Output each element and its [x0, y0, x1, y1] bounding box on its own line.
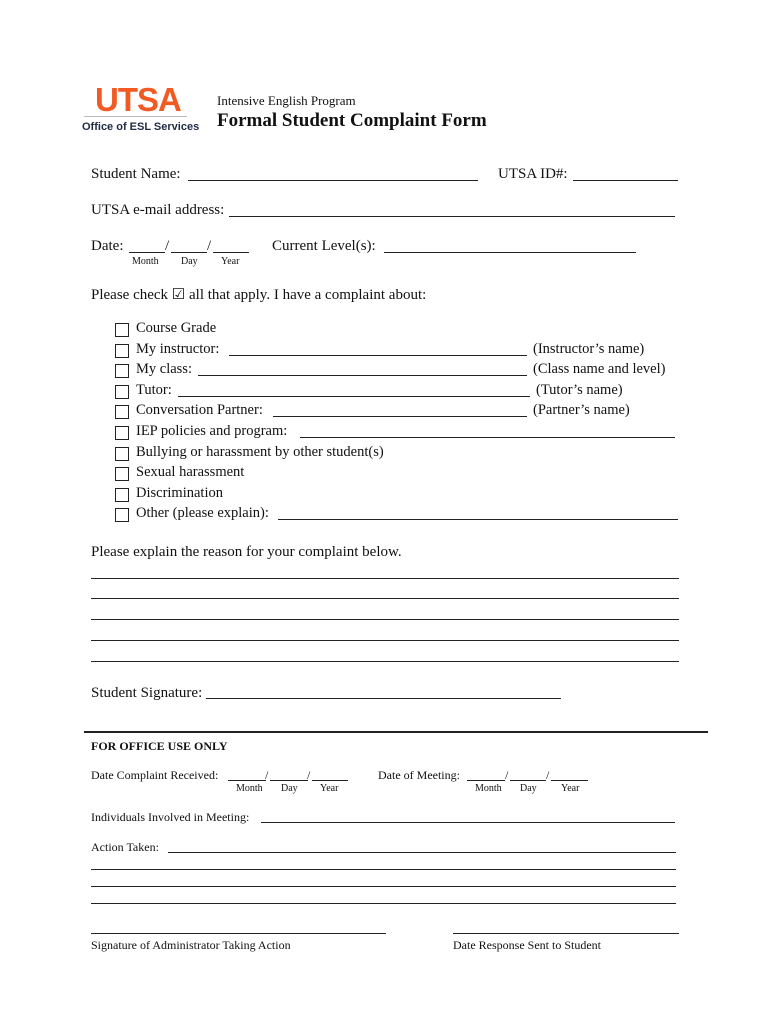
discrimination-label: Discrimination	[136, 485, 223, 501]
instructor-hint: (Instructor’s name)	[533, 341, 645, 357]
checkbox-other[interactable]	[115, 508, 129, 522]
meeting-month-field[interactable]	[467, 780, 505, 781]
checkbox-iep-policies[interactable]	[115, 426, 129, 440]
checkbox-course-grade[interactable]	[115, 323, 129, 337]
logo-divider	[84, 116, 187, 118]
current-level-field[interactable]	[384, 252, 636, 253]
received-year-caption: Year	[320, 783, 339, 794]
date-day-caption: Day	[181, 256, 198, 267]
sexual-harassment-label: Sexual harassment	[136, 464, 245, 480]
date-year-field[interactable]	[213, 252, 249, 253]
explain-line-3[interactable]	[91, 619, 679, 620]
meeting-year-field[interactable]	[551, 780, 588, 781]
logo-subtitle: Office of ESL Services	[82, 121, 200, 133]
checkbox-bullying[interactable]	[115, 447, 129, 461]
utsa-id-field[interactable]	[573, 180, 678, 181]
program-name: Intensive English Program	[217, 93, 356, 108]
admin-signature-label: Signature of Administrator Taking Action	[91, 938, 291, 952]
received-day-caption: Day	[281, 783, 298, 794]
meeting-day-field[interactable]	[510, 780, 546, 781]
instructor-name-field[interactable]	[229, 355, 527, 356]
explain-line-1[interactable]	[91, 578, 679, 579]
action-taken-label: Action Taken:	[91, 840, 159, 854]
tutor-name-field[interactable]	[178, 396, 530, 397]
partner-hint: (Partner’s name)	[533, 402, 630, 418]
meeting-year-caption: Year	[561, 783, 580, 794]
utsa-logo: UTSA	[95, 81, 181, 118]
action-line-2[interactable]	[91, 869, 676, 870]
response-date-field[interactable]	[453, 933, 679, 934]
response-date-label: Date Response Sent to Student	[453, 938, 601, 952]
action-line-1[interactable]	[168, 852, 676, 853]
date-separator: /	[165, 238, 170, 254]
utsa-id-label: UTSA ID#:	[498, 166, 568, 182]
student-name-field[interactable]	[188, 180, 478, 181]
meeting-separator: /	[505, 768, 509, 782]
received-separator: /	[265, 768, 269, 782]
action-line-3[interactable]	[91, 886, 676, 887]
student-signature-label: Student Signature:	[91, 685, 203, 701]
class-hint: (Class name and level)	[533, 361, 666, 377]
received-separator: /	[307, 768, 311, 782]
partner-name-field[interactable]	[273, 416, 527, 417]
checkbox-discrimination[interactable]	[115, 488, 129, 502]
explain-label: Please explain the reason for your complaint below.	[91, 544, 402, 560]
email-label: UTSA e-mail address:	[91, 202, 225, 218]
email-field[interactable]	[229, 216, 675, 217]
form-title: Formal Student Complaint Form	[217, 110, 487, 131]
bullying-label: Bullying or harassment by other student(s)	[136, 444, 384, 460]
action-line-4[interactable]	[91, 903, 676, 904]
tutor-label: Tutor:	[136, 382, 172, 398]
other-explain-field[interactable]	[278, 519, 678, 520]
meeting-month-caption: Month	[475, 783, 502, 794]
office-section-divider	[84, 731, 708, 733]
instructor-label: My instructor:	[136, 341, 220, 357]
class-label: My class:	[136, 361, 192, 377]
tutor-hint: (Tutor’s name)	[536, 382, 623, 398]
date-label: Date:	[91, 238, 124, 254]
date-month-caption: Month	[132, 256, 159, 267]
other-label: Other (please explain):	[136, 505, 269, 521]
explain-line-2[interactable]	[91, 598, 679, 599]
received-month-caption: Month	[236, 783, 263, 794]
date-month-field[interactable]	[129, 252, 165, 253]
current-level-label: Current Level(s):	[272, 238, 376, 254]
checkbox-sexual-harassment[interactable]	[115, 467, 129, 481]
meeting-day-caption: Day	[520, 783, 537, 794]
class-name-field[interactable]	[198, 375, 527, 376]
received-year-field[interactable]	[312, 780, 348, 781]
date-day-field[interactable]	[171, 252, 207, 253]
checkbox-tutor[interactable]	[115, 385, 129, 399]
received-month-field[interactable]	[228, 780, 266, 781]
individuals-field[interactable]	[261, 822, 675, 823]
checkbox-class[interactable]	[115, 364, 129, 378]
checkbox-instructor[interactable]	[115, 344, 129, 358]
admin-signature-field[interactable]	[91, 933, 386, 934]
student-name-label: Student Name:	[91, 166, 181, 182]
explain-line-5[interactable]	[91, 661, 679, 662]
date-received-label: Date Complaint Received:	[91, 768, 219, 782]
explain-line-4[interactable]	[91, 640, 679, 641]
iep-policies-label: IEP policies and program:	[136, 423, 288, 439]
date-meeting-label: Date of Meeting:	[378, 768, 460, 782]
conversation-partner-label: Conversation Partner:	[136, 402, 263, 418]
received-day-field[interactable]	[270, 780, 308, 781]
student-signature-field[interactable]	[206, 698, 561, 699]
course-grade-label: Course Grade	[136, 320, 217, 336]
date-separator: /	[207, 238, 212, 254]
individuals-label: Individuals Involved in Meeting:	[91, 810, 250, 824]
date-year-caption: Year	[221, 256, 240, 267]
office-use-title: FOR OFFICE USE ONLY	[91, 739, 228, 753]
meeting-separator: /	[546, 768, 550, 782]
complaint-instruction: Please check ☑ all that apply. I have a complaint about:	[91, 287, 427, 303]
iep-policies-field[interactable]	[300, 437, 675, 438]
checkbox-conversation-partner[interactable]	[115, 405, 129, 419]
